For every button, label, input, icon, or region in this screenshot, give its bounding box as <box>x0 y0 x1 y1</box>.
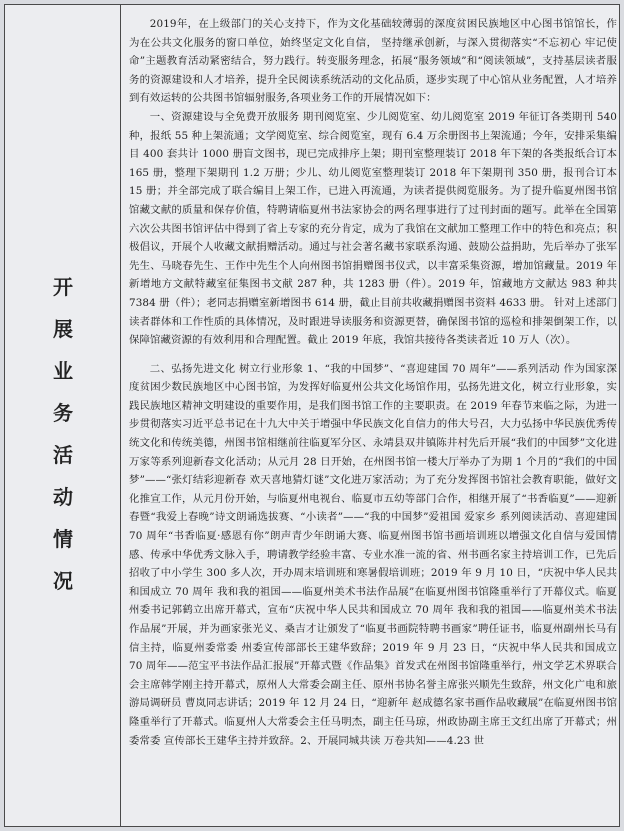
heading-char: 情 <box>53 527 73 551</box>
heading-char: 务 <box>53 401 73 425</box>
heading-char: 展 <box>53 317 73 341</box>
resource-section-paragraph: 一、资源建设与全免费开放服务 期刊阅览室、少儿阅览室、幼儿阅览室 2019 年征订各类期刊 540 种，报纸 55 种上架流通；文学阅览室、综合阅览室，现有 6.4 万余册图书上架流通；今年，安排采集编目 400 套共计 1000 册盲文图书，现已完成排序上架；期刊室整理装订 2018 年下架的各类报纸合订本 165 册，整理下架期刊 1.2 万册；少儿、幼儿阅览室整理装订 2018 年下架期刊 350 册，报刊合订本 15 册；并全部完成了联合编目上架工作，已进入再流通，为读者提供阅览服务。为了提升临夏州图书馆馆藏文献的质量和保存价值，特聘请临夏州书法家协会的两名理事进行了过刊封面的题写。此举在全国第六次公共图书馆评估中得到了省上专家的充分肯定，成为了我馆在文献加工整理工作中的特色和亮点；积极倡议，开展个人收藏文献捐赠活动。通过与社会著名藏书家联系沟通、鼓励公益捐助，先后举办了张军先生、马晓春先生、王作中先生个人向州图书馆捐赠图书仪式，以丰富采集资源，增加馆藏量。2019 年新增地方文献特藏室征集图书文献 287 种，共 1283 册（件）。2019 年，馆藏地方文献达 983 种共 7384 册（件）；老同志捐赠室新增图书 614 册，截止目前共收藏捐赠图书资料 4633 册。 针对上述部门读者群体和工作性质的具体情况，及时跟进导读服务和资源更替，确保图书馆的巡检和排架倒架工作，以保障馆藏资源的有效利用和合理配置。截止 2019 年底，我馆共接待各类读者近 10 万人（次）。 <box>129 110 617 347</box>
section-heading <box>5 277 121 613</box>
section-label-column <box>5 5 121 826</box>
heading-char: 开 <box>53 275 73 299</box>
heading-char: 业 <box>53 359 73 383</box>
intro-paragraph: 2019年，在上级部门的关心支持下，作为文化基础较薄弱的深度贫困民族地区中心图书馆馆长，作为在公共文化服务的窗口单位，始终坚定文化自信， 坚持继承创新，与深入贯彻落实“不忘初心 牢记使命”主题教育活动紧密结合，努力践行。转变服务理念，拓展“服务领域”和“阅读领域”，支持基层读者服务的资源建设和人才培养，提升全民阅读系统活动的文化品质，逐步实现了中心馆从业务配置，人才培养到有效运转的公共图书馆辐射服务,各项业务工作的开展情况如下： <box>129 18 617 105</box>
heading-char: 动 <box>53 485 73 509</box>
heading-char: 况 <box>53 569 73 593</box>
culture-section-paragraph: 二、弘扬先进文化 树立行业形象 1、“我的中国梦”、“喜迎建国 70 周年”——系列活动 作为国家深度贫困少数民族地区中心图书馆，为发挥好临夏州公共文化场馆作用，弘扬先进文化，树立行业形象，实践民族地区精神文明建设的重要作用，是我们图书馆工作的主要职责。在 2019 年春节来临之际，为进一步贯彻落实习近平总书记在十九大中关于增强中华民族文化自信力的伟大号召，大力弘扬中华民族优秀传统文化和传统美德，州图书馆相继前往临夏军分区、永靖县双井镇陈井村先后开展“我们的中国梦”文化进万家等系列迎新春文化活动；从元月 28 日开始，在州图书馆一楼大厅举办了为期 1 个月的“我们的中国梦”——“张灯结彩迎新春 欢天喜地猜灯谜”文化进万家活动；为了充分发挥图书馆社会教育职能，做好文化推宣工作，从元月份开始，与临夏州电视台、临夏市五幼等部门合作，相继开展了“书香临夏”——迎新春暨“我爱上春晚”诗文朗诵选拔赛、“小读者”——“我的中国梦”爱祖国 爱家乡 系列阅读活动、喜迎建国 70 周年“书香临夏·感恩有你”朗声青少年朗诵大赛、临夏州图书馆书画培训班以增强文化自信与爱国情感、传承中华优秀文脉入手，聘请教学经验丰富、专业水准一流的省、州书画名家主持培训工作，已先后招收了中小学生 300 多人次，开办周末培训班和寒暑假培训班；2019 年 9 月 10 日，“庆祝中华人民共和国成立 70 周年 我和我的祖国——临夏州美术书法作品展”在临夏州图书馆隆重举行了开幕仪式。临夏州委书记郭鹤立出席开幕式，宣布“庆祝中华人民共和国成立 70 周年 我和我的祖国——临夏州美术书法作品展”开展，并为画家张光义、桑吉才让颁发了“临夏书画院特聘书画家”聘任证书，临夏州副州长马有信主持，临夏州委常委 州委宣传部部长王建华致辞；2019 年 9 月 23 日，“庆祝中华人民共和国成立 70 周年——范宝平书法作品汇报展”开幕式暨《作品集》首发式在州图书馆隆重举行，州文学艺术界联合会主席韩学刚主持开幕式，原州人大常委会副主任、原州书协名誉主席张兴顺先生致辞，州文化广电和旅游局调研员 曹岚同志讲话；2019 年 12 月 24 日，“迎新年 赵成德名家书画作品收藏展”在临夏州图书馆隆重举行了开幕式。临夏州人大常委会主任马明杰，副主任马琼，州政协副主席王文红出席了开幕式；州委常委 宣传部长王建华主持并致辞。2、开展同城共读 万卷共知——4.23 世 <box>129 362 617 747</box>
report-content <box>129 15 617 823</box>
document-page <box>4 4 620 827</box>
heading-char: 活 <box>53 443 73 467</box>
